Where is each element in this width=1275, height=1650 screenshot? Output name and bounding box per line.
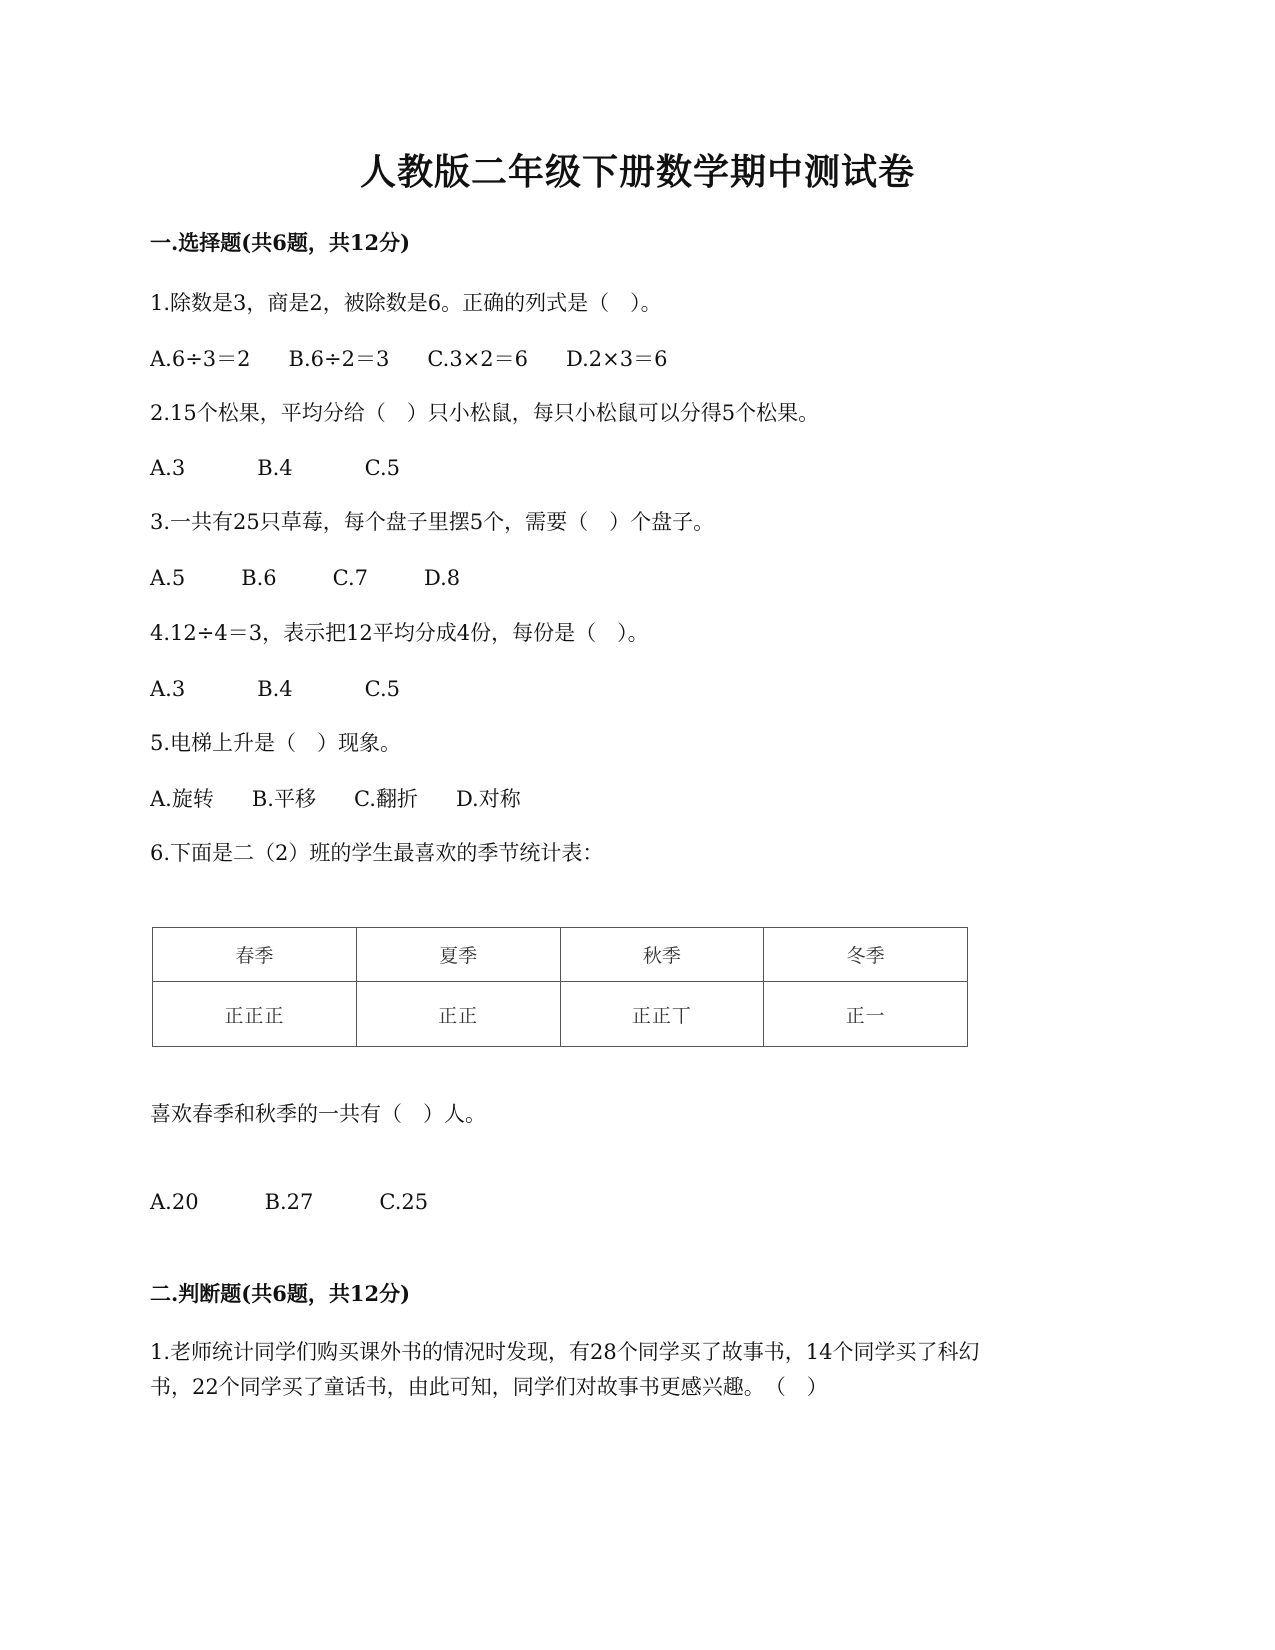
question-3-text: 3.一共有25只草莓，每个盘子里摆5个，需要（ ）个盘子。	[150, 510, 715, 534]
season-tally-table	[152, 927, 968, 1047]
question-6-text: 6.下面是二（2）班的学生最喜欢的季节统计表：	[150, 841, 604, 865]
option-b: B.平移	[251, 787, 316, 811]
option-b: B.6÷2＝3	[288, 347, 390, 371]
page-title: 人教版二年级下册数学期中测试卷	[359, 151, 915, 193]
question-5-text: 5.电梯上升是（ ）现象。	[150, 731, 402, 755]
option-c: C.3×2＝6	[427, 347, 529, 371]
judgement-question-1-line-2: 书，22个同学买了童话书，由此可知，同学们对故事书更感兴趣。 （ ）	[150, 1375, 828, 1399]
question-4-options	[150, 673, 400, 705]
question-4-text: 4.12÷4＝3，表示把12平均分成4份，每份是（ ）。	[150, 621, 649, 645]
option-d: D.对称	[455, 787, 521, 811]
option-d: D.2×3＝6	[566, 347, 668, 371]
option-c: C.25	[379, 1190, 429, 1214]
judgement-question-1-line-1: 1.老师统计同学们购买课外书的情况时发现，有28个同学买了故事书，14个同学买了科幻	[150, 1340, 980, 1364]
table-header-cell: 秋季	[560, 928, 764, 982]
option-a: A.5	[150, 566, 186, 590]
table-cell: 正正正	[153, 982, 357, 1047]
option-a: A.旋转	[150, 787, 214, 811]
option-c: C.5	[364, 456, 401, 480]
option-c: C.7	[332, 566, 369, 590]
question-2-text: 2.15个松果，平均分给（ ）只小松鼠，每只小松鼠可以分得5个松果。	[150, 401, 820, 425]
question-3-options	[150, 562, 460, 594]
question-2-options	[150, 452, 400, 484]
section-heading-judgement: 二.判断题(共6题，共12分)	[150, 1281, 411, 1306]
table-header-cell: 春季	[153, 928, 357, 982]
option-b: B.6	[241, 566, 277, 590]
question-6-prompt: 喜欢春季和秋季的一共有（ ）人。	[150, 1102, 486, 1126]
question-5-options	[150, 783, 521, 815]
question-1-options	[150, 343, 667, 375]
option-d: D.8	[424, 566, 461, 590]
option-b: B.27	[264, 1190, 314, 1214]
option-a: A.6÷3＝2	[150, 347, 251, 371]
option-c: C.翻折	[353, 787, 418, 811]
option-b: B.4	[257, 456, 293, 480]
option-b: B.4	[257, 677, 293, 701]
option-a: A.3	[150, 456, 186, 480]
judgement-question-1	[150, 1335, 1130, 1405]
table-cell: 正正	[356, 982, 560, 1047]
option-a: A.3	[150, 677, 186, 701]
question-1-text: 1.除数是3，商是2，被除数是6。正确的列式是（ ）。	[150, 291, 662, 315]
table-header-cell: 冬季	[764, 928, 968, 982]
option-a: A.20	[150, 1190, 199, 1214]
section-heading-choice: 一.选择题(共6题，共12分)	[150, 230, 411, 255]
table-cell: 正一	[764, 982, 968, 1047]
table-cell: 正正丅	[560, 982, 764, 1047]
table-header-cell: 夏季	[356, 928, 560, 982]
question-6-options	[150, 1186, 428, 1218]
option-c: C.5	[364, 677, 401, 701]
